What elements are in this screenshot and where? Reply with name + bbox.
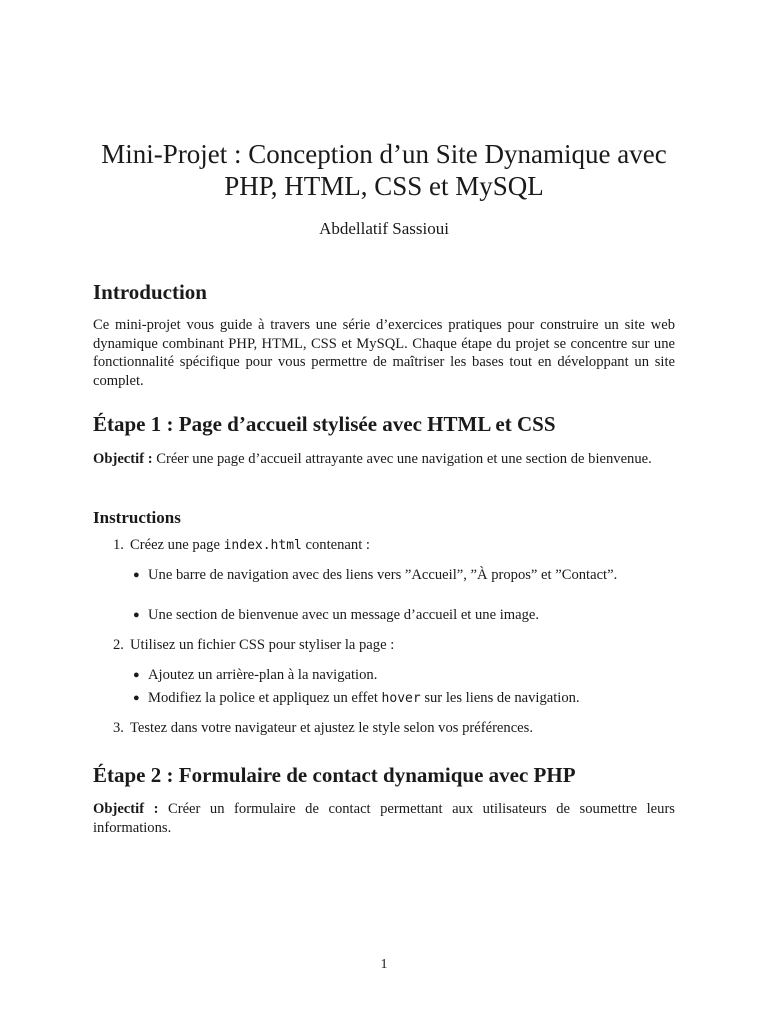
instruction-item-1-bullet-2 [133,606,675,625]
step2-objective-label: Objectif : [93,801,159,817]
instruction-item-1 [113,536,675,556]
instruction-item-2-bullet-2-code: hover [381,691,421,706]
instruction-item-1-code: index.html [223,538,302,553]
bullet-dot-icon: ● [133,692,140,704]
step2-objective-text: Créer un formulaire de contact permettant aux utilisateurs de soumettre leurs informations. [93,801,675,836]
instruction-item-1-number: 1. [113,537,124,553]
bullet-dot-icon: ● [133,669,140,681]
instruction-item-2-text: Utilisez un fichier CSS pour styliser la page : [130,637,395,653]
step2-objective [93,800,675,837]
instruction-item-1-bullet-1-text: Une barre de navigation avec des liens vers ”Accueil”, ”À propos” et ”Contact”. [148,567,618,583]
instruction-item-2-number: 2. [113,637,124,653]
instruction-item-2-bullet-1 [133,666,675,685]
step1-heading: Étape 1 : Page d’accueil stylisée avec HTML et CSS [93,412,556,436]
instruction-item-1-text-after: contenant : [301,537,370,553]
bullet-dot-icon: ● [133,609,140,621]
instruction-item-3-text: Testez dans votre navigateur et ajustez le style selon vos préférences. [130,720,533,736]
instruction-item-2 [113,636,675,655]
instruction-item-2-bullet-2-after: sur les liens de navigation. [420,690,580,706]
step1-objective-text: Créer une page d’accueil attrayante avec une navigation et une section de bienvenue. [152,451,652,467]
introduction-heading: Introduction [93,280,207,304]
step1-objective [93,450,675,469]
instruction-item-2-bullet-1-text: Ajoutez un arrière-plan à la navigation. [148,667,378,683]
instruction-item-3-number: 3. [113,720,124,736]
instructions-heading: Instructions [93,508,181,527]
instruction-item-1-bullet-2-text: Une section de bienvenue avec un message d’accueil et une image. [148,607,540,623]
step2-heading: Étape 2 : Formulaire de contact dynamique avec PHP [93,763,576,787]
title-line-1: Mini-Projet : Conception d’un Site Dynamique avec [101,139,667,169]
instruction-item-2-bullet-2 [133,689,675,709]
document-author: Abdellatif Sassioui [319,219,449,238]
bullet-dot-icon: ● [133,569,140,581]
instruction-item-1-bullet-1 [133,566,675,585]
instruction-item-2-bullet-2-text [148,689,675,709]
instruction-item-2-bullet-2-before: Modifiez la police et appliquez un effet [148,690,382,706]
step1-objective-label: Objectif : [93,451,153,467]
introduction-paragraph: Ce mini-projet vous guide à travers une série d’exercices pratiques pour construire un site web dynamique combinant PHP, HTML, CSS et MySQL. Chaque étape du projet se concentre sur une fonctionnalité spécifique pour vous permettre de maîtriser les bases tout en développant un site complet. [93,317,675,389]
title-line-2: PHP, HTML, CSS et MySQL [224,171,544,201]
document-title [60,138,708,202]
page-number: 1 [380,957,388,972]
instruction-item-1-text-before: Créez une page [130,537,224,553]
instruction-item-3 [113,719,675,738]
